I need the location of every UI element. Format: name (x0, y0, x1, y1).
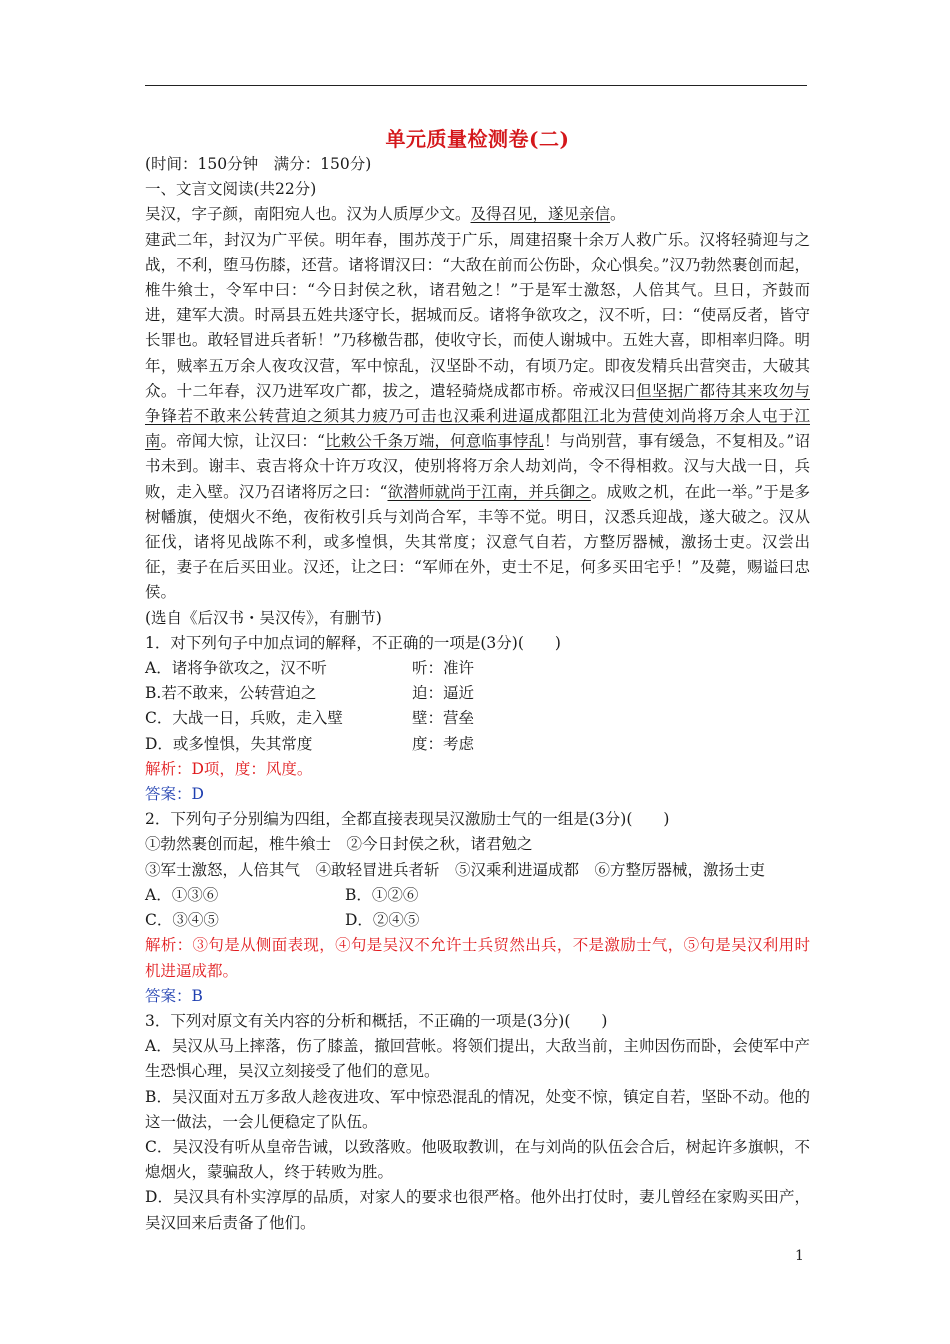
header-rule (145, 85, 807, 86)
question-2-stem: 2．下列句子分别编为四组，全都直接表现吴汉激励士气的一组是(3分)( ) (145, 810, 670, 829)
option-b: B．①②⑥ (345, 885, 419, 904)
question-1-option-c (145, 706, 810, 731)
option-gloss: 迫：逼近 (412, 684, 475, 703)
question-2-items-2: ③军士激怒，人倍其气 ④敢轻冒进兵者斩 ⑤汉乘利进逼成都 ⑥方整厉器械，激扬士吏 (145, 860, 766, 879)
question-1-option-a (145, 656, 810, 681)
passage-text: 。帝闻大惊，让汉曰：“ (160, 432, 325, 451)
section-heading: 一、文言文阅读(共22分) (145, 180, 317, 199)
document-body (145, 126, 810, 1236)
passage-text: 建武二年，封汉为广平侯。明年春，围苏茂于广乐，周建招聚十余万人救广乐。汉将轻骑迎与之战，不利，堕马伤膝，还营。诸将谓汉曰：“大敌在前而公伤卧，众心惧矣。”汉乃勃然裹创而起，椎牛飨士，令军中曰：“今日封侯之秋，诸君勉之！”于是军士激怒，人倍其气。旦日，齐鼓而进，建军大溃。时鬲县五姓共逐守长，据城而反。诸将争欲攻之，汉不听，曰：“使鬲反者，皆守长罪也。敢轻冒进兵者斩！”乃移檄告郡，使收守长，而使人谢城中。五姓大喜，即相率归降。明年，贼率五万余人夜攻汉营，军中惊乱，汉坚卧不动，有顷乃定。即夜发精兵出营突击，大破其众。十二年春，汉乃进军攻广都，拔之，遣轻骑烧成都市桥。帝戒汉曰 (145, 230, 810, 400)
underlined-sentence: 欲潜师就尚于江南，并兵御之 (387, 482, 591, 501)
option-text: D．或多惶惧，失其常度 (145, 734, 313, 753)
question-1-analysis: 解析：D项，度：风度。 (145, 759, 313, 778)
option-gloss: 度：考虑 (412, 734, 475, 753)
underlined-sentence: 及得召见，遂见亲信 (470, 205, 611, 224)
question-3-option-b: B．吴汉面对五万多敌人趁夜进攻、军中惊恐混乱的情况，处变不惊，镇定自若，坚卧不动。他的这一做法，一会儿便稳定了队伍。 (145, 1087, 810, 1131)
underlined-sentence: 比敕公千条万端，何意临事悖乱 (324, 432, 544, 451)
option-text: C．大战一日，兵败，走入壁 (145, 709, 343, 728)
question-2-answer: 答案：B (145, 986, 203, 1005)
option-gloss: 听：准许 (412, 659, 475, 678)
page-title: 单元质量检测卷(二) (385, 127, 570, 151)
passage-text: ！与尚别营，事有缓急，不复相及。”诏书未到。谢丰、袁吉将众十许万攻汉，使别将将万余人劫刘尚，令不得相救。汉与大战一日，兵败，走入壁。汉乃召诸将厉之曰：“ (145, 432, 810, 501)
passage-source: (选自《后汉书・吴汉传》，有删节) (145, 608, 382, 627)
passage-paragraph-1 (145, 202, 810, 227)
question-2-analysis: 解析：③句是从侧面表现，④句是吴汉不允许士兵贸然出兵，不是激励士气，⑤句是吴汉利用时机进逼成都。 (145, 936, 810, 980)
option-a: A．①③⑥ (145, 885, 219, 904)
question-1-option-d (145, 732, 810, 757)
passage-paragraph-2 (145, 228, 810, 606)
option-d: D．②④⑤ (345, 911, 420, 930)
question-1-answer: 答案：D (145, 785, 204, 804)
option-gloss: 壁：营垒 (412, 709, 475, 728)
question-1-option-b (145, 681, 810, 706)
passage-text: 。成败之机，在此一举。”于是多树幡旗，使烟火不绝，夜衔枚引兵与刘尚合军，丰等不觉。明日，汉悉兵迎战，遂大破之。汉从征伐，诸将见战陈不利，或多惶惧，失其常度；汉意气自若，方整厉器械，激扬士吏。汉尝出征，妻子在后买田业。汉还，让之曰：“军师在外，吏士不足，何多买田宅乎！”及薨，赐谥曰忠侯。 (145, 482, 810, 602)
question-1-stem: 1．对下列句子中加点词的解释，不正确的一项是(3分)( ) (145, 633, 561, 652)
question-2-items-1: ①勃然裹创而起，椎牛飨士 ②今日封侯之秋，诸君勉之 (145, 835, 533, 854)
passage-text: 吴汉，字子颜，南阳宛人也。汉为人质厚少文。 (145, 205, 471, 224)
question-3-option-a: A．吴汉从马上摔落，伤了膝盖，撤回营帐。将领们提出，大敌当前，主帅因伤而卧，会使军中产生恐惧心理，吴汉立刻接受了他们的意见。 (145, 1037, 810, 1081)
question-3-option-d: D．吴汉具有朴实淳厚的品质，对家人的要求也很严格。他外出打仗时，妻儿曾经在家购买田产，吴汉回来后责备了他们。 (145, 1188, 810, 1232)
question-2-options-cd (145, 908, 810, 933)
passage-text: 。 (610, 205, 626, 224)
page-number: 1 (795, 1248, 804, 1264)
option-text: B.若不敢来，公转营迫之 (145, 684, 317, 703)
question-2-options-ab (145, 883, 810, 908)
question-3-stem: 3．下列对原文有关内容的分析和概括，不正确的一项是(3分)( ) (145, 1011, 608, 1030)
option-text: A．诸将争欲攻之，汉不听 (145, 659, 327, 678)
underlined-sentence: 但坚据广都待其来攻勿与争锋若不敢来公转营迫之须其力疲乃可击也汉乘利进逼成都阻江北为营使刘尚将万余人屯于江南 (145, 381, 810, 451)
option-c: C．③④⑤ (145, 911, 219, 930)
question-3-option-c: C．吴汉没有听从皇帝告诫，以致落败。他吸取教训，在与刘尚的队伍会合后，树起许多旗帜，不熄烟火，蒙骗敌人，终于转败为胜。 (145, 1137, 810, 1182)
exam-meta: (时间：150分钟 满分：150分) (145, 155, 372, 173)
